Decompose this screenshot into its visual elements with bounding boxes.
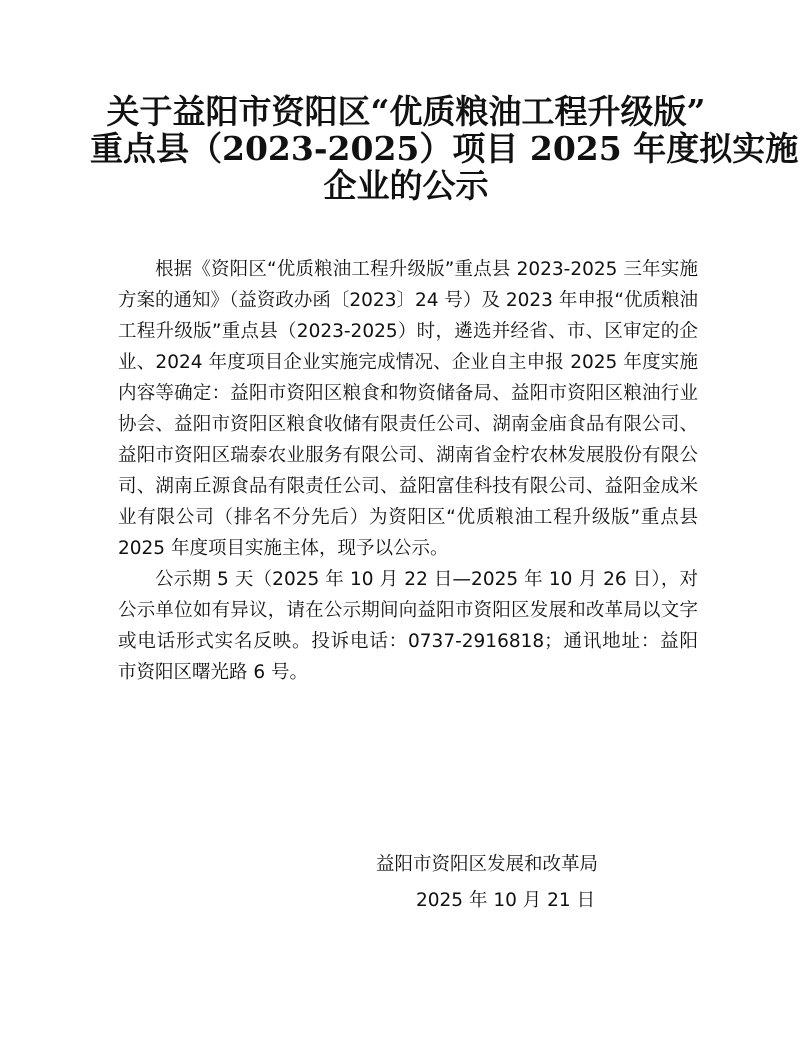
signature-organization: 益阳市资阳区发展和改革局 (376, 854, 599, 875)
title-line-1: 关于益阳市资阳区“优质粮油工程升级版” (106, 92, 706, 131)
title-line-2: 重点县（2023-2025）项目 2025 年度拟实施 (90, 129, 799, 168)
body-paragraph-2: 公示期 5 天（2025 年 10 月 22 日—2025 年 10 月 26 日），对公示单位如有异议，请在公示期间向益阳市资阳区发展和改革局以文字或电话形式实名反映。投诉电话：0737-2916818；通讯地址：益阳市资阳区曙光路 6 号。 (118, 569, 698, 683)
signature-date: 2025 年 10 月 21 日 (416, 890, 596, 911)
document-title (90, 92, 799, 205)
document-body (118, 254, 698, 688)
title-line-3: 企业的公示 (323, 166, 489, 205)
body-paragraph-1: 根据《资阳区“优质粮油工程升级版”重点县 2023-2025 三年实施方案的通知》（益资政办函〔2023〕24 号）及 2023 年申报“优质粮油工程升级版”重点县（2023-2025）时，遴选并经省、市、区审定的企业、2024 年度项目企业实施完成情况、企业自主申报 2025 年度实施内容等确定：益阳市资阳区粮食和物资储备局、益阳市资阳区粮油行业协会、益阳市资阳区粮食收储有限责任公司、湖南金庙食品有限公司、益阳市资阳区瑞泰农业服务有限公司、湖南省金柠农林发展股份有限公司、湖南丘源食品有限责任公司、益阳富佳科技有限公司、益阳金成米业有限公司（排名不分先后）为资阳区“优质粮油工程升级版”重点县 2025 年度项目实施主体，现予以公示。 (118, 259, 698, 559)
